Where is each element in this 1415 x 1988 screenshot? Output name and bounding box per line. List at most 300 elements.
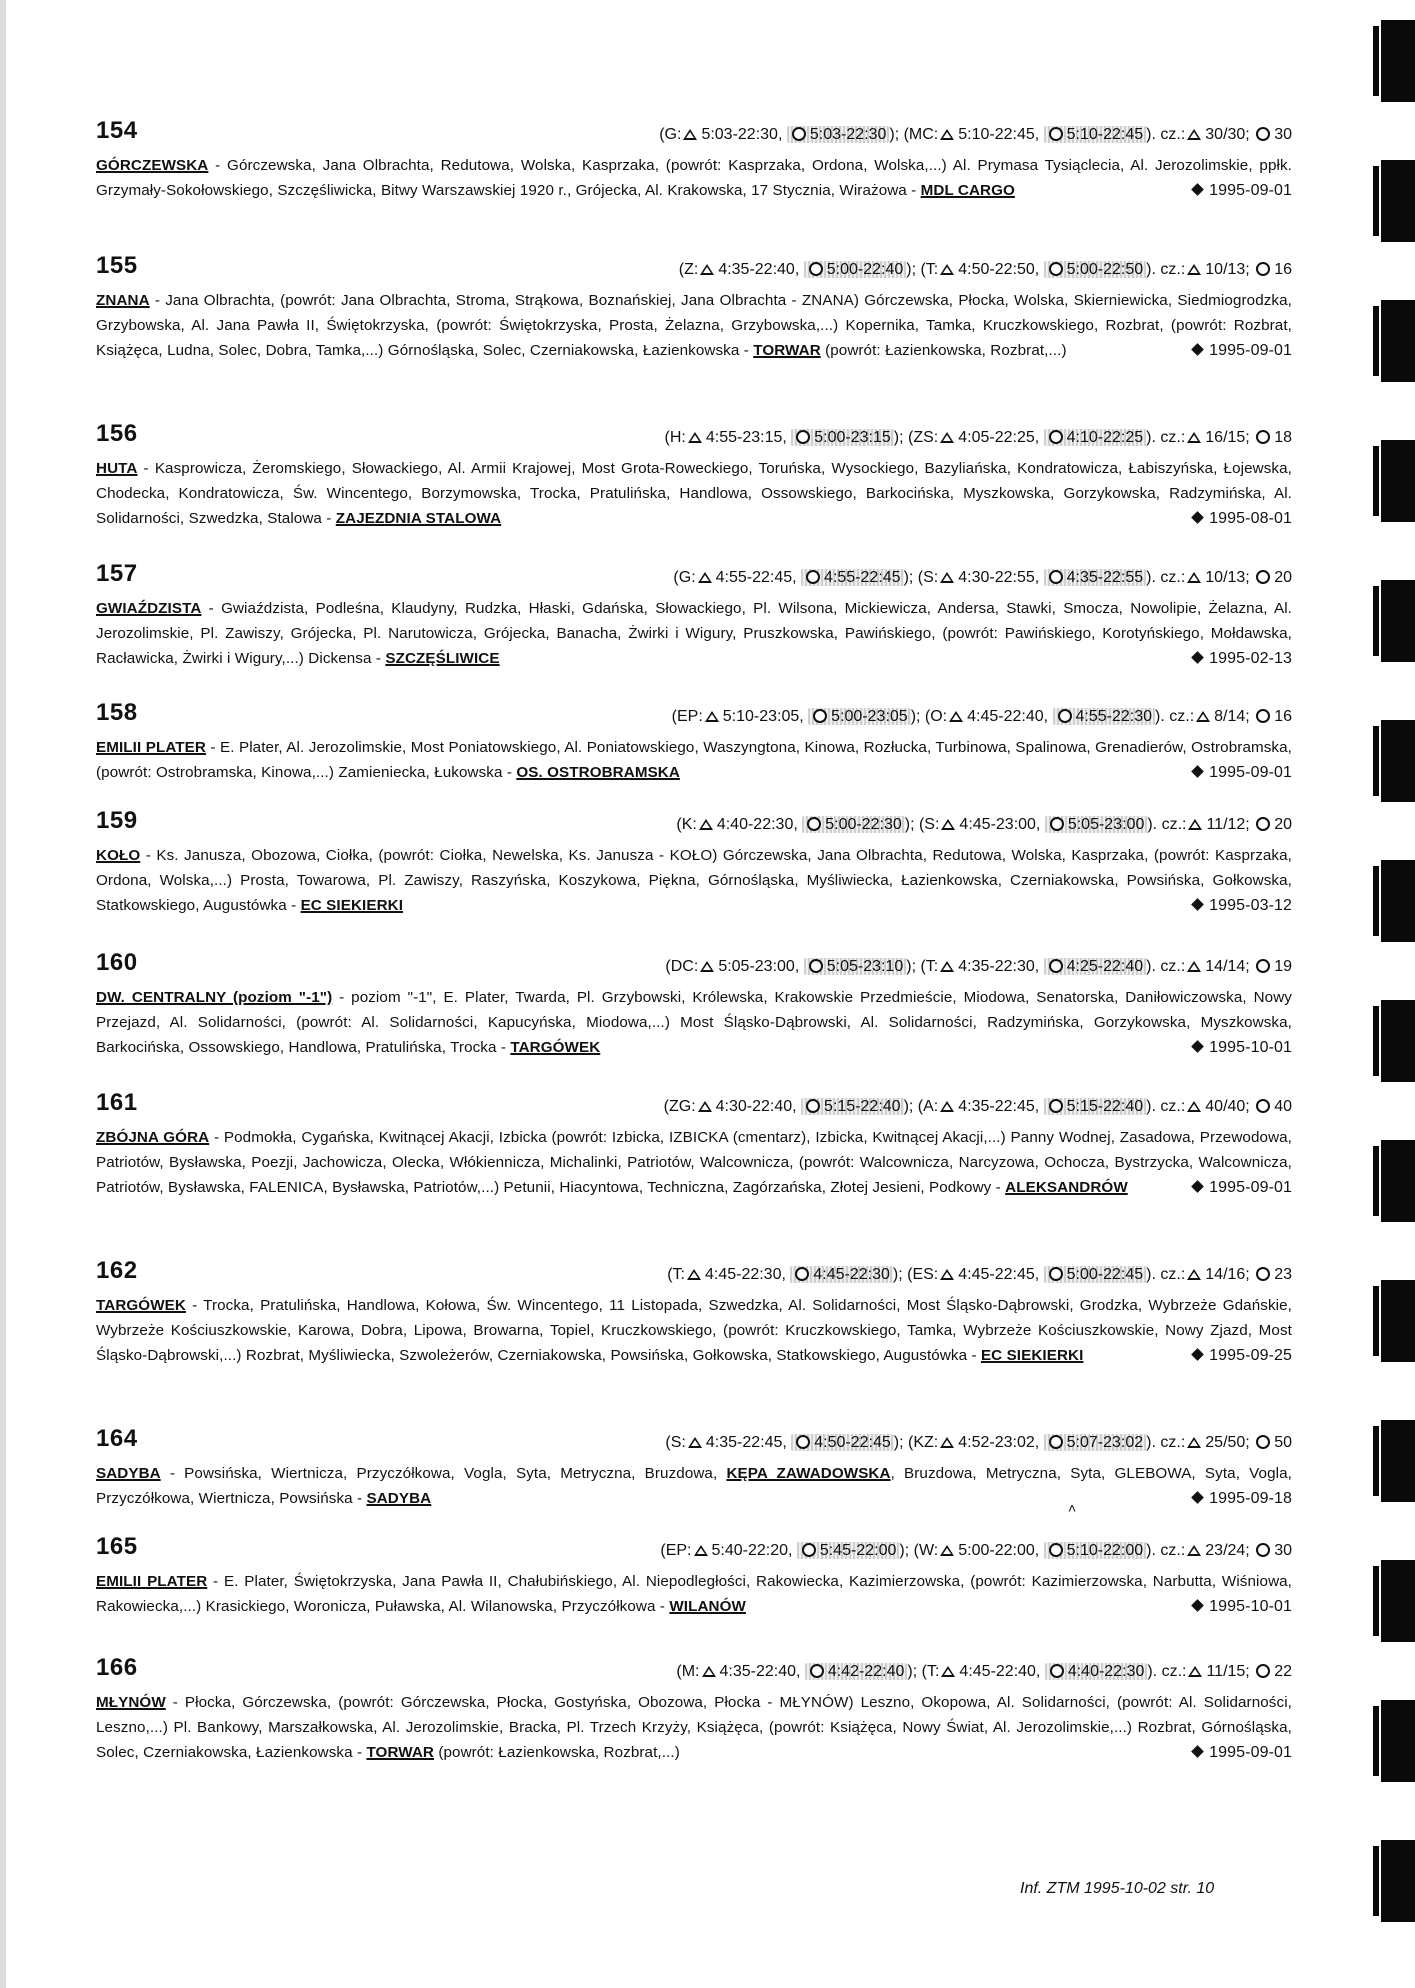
- day-icon: [698, 1101, 712, 1112]
- diamond-icon: [1191, 511, 1204, 524]
- route-header: [96, 1533, 1292, 1567]
- terminus-start: DW. CENTRALNY (poziom "-1"): [96, 989, 333, 1006]
- night-icon: [1256, 262, 1270, 276]
- night-icon: [1256, 817, 1270, 831]
- night-icon: [1049, 570, 1063, 584]
- frequency-night: 23: [1274, 1266, 1292, 1283]
- route-streets: - Trocka, Pratulińska, Handlowa, Kołowa, Św. Wincentego, 11 Listopada, Szwedzka, Al. Solidarności, Most Śląsko-Dąbrowski, Grodzka, Wybrzeże Gdańskie, Wybrzeże Kościuszkowskie, Karowa, Dobra, Lipowa, Browarna, Topiel, Kruczkowskiego, (powrót: Kruczkowskiego, Tamka, Wybrzeże Kościuszkowskie, Nowy Zjazd, Most Śląsko-Dąbrowski,...) Rozbrat, Myśliwiecka, Szwoleżerów, Czerniakowska, Powsińska, Gołkowska, Statkowskiego, Augustówka -: [96, 1297, 1292, 1364]
- terminus-end: TORWAR: [753, 342, 821, 359]
- frequency-label: cz.:: [1160, 429, 1186, 446]
- night-hours: 5:00-23:05: [831, 708, 908, 725]
- effective-date-group: [1193, 506, 1292, 531]
- night-icon: [806, 570, 820, 584]
- route-number: 165: [96, 1533, 138, 1560]
- frequency-day: 11/12;: [1206, 816, 1250, 833]
- terminus-start: HUTA: [96, 460, 138, 477]
- index-tab: [1381, 1420, 1415, 1502]
- night-icon: [1049, 1267, 1063, 1281]
- route-hours: (ZG: 4:30-22:40, 5:15-22:40 ); (A: 4:35-22:45, 5:15-22:40 ). cz.: 40/40; 40: [663, 1098, 1292, 1115]
- diamond-icon: [1191, 183, 1204, 196]
- route-hours: (DC: 5:05-23:00, 5:05-23:10 ); (T: 4:35-22:30, 4:25-22:40 ). cz.: 14/14; 19: [665, 958, 1292, 975]
- night-hours-group: [804, 958, 907, 975]
- night-icon: [1256, 1543, 1270, 1557]
- route-streets: - E. Plater, Al. Jerozolimskie, Most Poniatowskiego, Al. Poniatowskiego, Waszyngtona, Kinowa, Rozłucka, Turbinowa, Spalinowa, Grenadierów, Ostrobramska, (powrót: Ostrobramska, Kinowa,...) Zamieniecka, Łukowska -: [96, 739, 1292, 781]
- day-hours: 4:30-22:55,: [958, 569, 1040, 586]
- day-icon: [694, 1545, 708, 1556]
- night-hours: 4:35-22:55: [1066, 569, 1144, 586]
- depot-label: (O:: [924, 708, 948, 725]
- route-streets: - Płocka, Górczewska, (powrót: Górczewska, Płocka, Gostyńska, Obozowa, Płocka - MŁYNÓW) Leszno, Okopowa, Al. Solidarności, (powrót: Al. Solidarności, Leszno,...) Pl. Bankowy, Marszałkowska, Al. Jerozolimskie, Bracka, Pl. Trzech Krzyży, Książęca, (powrót: Książęca, Nowy Świat, Al. Jerozolimskie,...) Rozbrat, Górnośląska, Solec, Czerniakowska, Łazienkowska -: [96, 1694, 1292, 1761]
- night-icon: [1256, 1664, 1270, 1678]
- terminus-end: SZCZĘŚLIWICE: [385, 650, 500, 667]
- route-streets: - Ks. Janusza, Obozowa, Ciołka, (powrót: Ciołka, Newelska, Ks. Janusza - KOŁO) Górczewska, Jana Olbrachta, Redutowa, Wolska, Kasprzaka, (powrót: Kasprzaka, Ordona, Wolska,...) Prosta, Towarowa, Pl. Zawiszy, Raszyńska, Koszykowa, Piękna, Górnośląska, Myśliwiecka, Łazienkowska, Czerniakowska, Powsińska, Gołkowska, Statkowskiego, Augustówka -: [96, 847, 1292, 914]
- effective-date-group: [1193, 1035, 1292, 1060]
- day-hours: 5:05-23:00,: [718, 958, 800, 975]
- day-icon: [688, 1437, 702, 1448]
- night-icon: [792, 127, 806, 141]
- depot-label: (T:: [920, 958, 939, 975]
- effective-date-group: [1193, 1343, 1292, 1368]
- frequency-label: cz.:: [1160, 1542, 1186, 1559]
- night-icon: [796, 1435, 810, 1449]
- night-hours: 5:00-22:45: [1066, 1266, 1144, 1283]
- frequency-label: cz.:: [1160, 1266, 1186, 1283]
- night-icon: [813, 709, 827, 723]
- route-hours: (M: 4:35-22:40, 4:42-22:40 ); (T: 4:45-22:40, 4:40-22:30 ). cz.: 11/15; 22: [676, 1663, 1292, 1680]
- terminus-end: EC SIEKIERKI: [980, 1347, 1084, 1364]
- index-tab: [1381, 160, 1415, 242]
- route-header: [96, 807, 1292, 841]
- day-hours: 4:35-22:45,: [958, 1098, 1040, 1115]
- index-tab: [1381, 1140, 1415, 1222]
- route-number: 160: [96, 949, 138, 976]
- day-icon: [940, 1437, 954, 1448]
- terminus-end: TORWAR: [366, 1744, 434, 1761]
- route-description: [96, 153, 1292, 203]
- frequency-label: cz.:: [1160, 1434, 1186, 1451]
- depot-label: (MC:: [903, 126, 939, 143]
- effective-date-group: [1193, 338, 1292, 363]
- day-icon: [940, 1545, 954, 1556]
- day-hours: 4:30-22:40,: [715, 1098, 797, 1115]
- day-hours: 4:35-22:30,: [958, 958, 1040, 975]
- effective-date: 1995-09-25: [1209, 1347, 1292, 1364]
- night-hours-group: [1044, 569, 1147, 586]
- route-description: [96, 456, 1292, 531]
- depot-label: (G:: [659, 126, 682, 143]
- frequency-day: 40/40;: [1205, 1098, 1250, 1115]
- night-hours-group: [790, 1266, 893, 1283]
- night-icon: [1049, 262, 1063, 276]
- day-icon: [705, 711, 719, 722]
- depot-label: (T:: [920, 261, 939, 278]
- frequency-night: 30: [1274, 126, 1292, 143]
- diamond-icon: [1191, 1599, 1204, 1612]
- frequency-night: 19: [1274, 958, 1292, 975]
- effective-date-group: [1193, 1594, 1292, 1619]
- depot-label: (W:: [913, 1542, 939, 1559]
- frequency-label: cz.:: [1160, 958, 1186, 975]
- day-hours: 4:35-22:45,: [705, 1434, 787, 1451]
- route-entry: [96, 252, 1292, 363]
- day-icon: [941, 819, 955, 830]
- depot-label: (S:: [918, 816, 940, 833]
- day-icon: [940, 264, 954, 275]
- night-icon: [1049, 1543, 1063, 1557]
- night-icon: [809, 959, 823, 973]
- index-tab: [1381, 580, 1415, 662]
- route-header: [96, 1257, 1292, 1291]
- route-header: [96, 949, 1292, 983]
- terminus-start: KOŁO: [96, 847, 141, 864]
- day-hours: 4:40-22:30,: [716, 816, 798, 833]
- depot-label: (KZ:: [908, 1434, 939, 1451]
- effective-date-group: [1193, 178, 1292, 203]
- index-tab: [1381, 440, 1415, 522]
- route-description: [96, 1461, 1292, 1511]
- day-icon: [1196, 711, 1210, 722]
- route-header: [96, 1425, 1292, 1459]
- night-icon: [1058, 709, 1072, 723]
- depot-label: (M:: [676, 1663, 700, 1680]
- index-tab: [1381, 1560, 1415, 1642]
- frequency-night: 18: [1274, 429, 1292, 446]
- route-hours: (K: 4:40-22:30, 5:00-22:30 ); (S: 4:45-23:00, 5:05-23:00 ). cz.: 11/12; 20: [676, 816, 1292, 833]
- day-icon: [1188, 1666, 1202, 1677]
- day-hours: 5:00-22:00,: [958, 1542, 1040, 1559]
- frequency-night: 30: [1274, 1542, 1292, 1559]
- terminus-start: GWIAŹDZISTA: [96, 600, 202, 617]
- night-hours-group: [791, 429, 894, 446]
- night-icon: [809, 262, 823, 276]
- effective-date-group: [1193, 1175, 1292, 1200]
- route-number: 161: [96, 1089, 138, 1116]
- route-entry: [96, 1425, 1292, 1511]
- night-icon: [1256, 1099, 1270, 1113]
- terminus-end: ZAJEZDNIA STALOWA: [335, 510, 502, 527]
- night-hours-group: [1044, 1434, 1147, 1451]
- route-header: [96, 420, 1292, 454]
- night-icon: [802, 1543, 816, 1557]
- night-hours-group: [802, 816, 905, 833]
- diamond-icon: [1191, 1180, 1204, 1193]
- route-header: [96, 1654, 1292, 1688]
- night-hours: 5:10-22:45: [1066, 126, 1144, 143]
- night-hours-group: [1044, 429, 1147, 446]
- night-icon: [1049, 127, 1063, 141]
- terminus-end: ALEKSANDRÓW: [1005, 1179, 1128, 1196]
- route-streets: - Powsińska, Wiertnicza, Przyczółkowa, Vogla, Syta, Metryczna, Bruzdowa,: [160, 1465, 727, 1482]
- night-hours: 5:00-22:40: [826, 261, 904, 278]
- night-hours-group: [1044, 1266, 1147, 1283]
- night-hours: 5:03-22:30: [809, 126, 887, 143]
- day-icon: [1187, 1101, 1201, 1112]
- route-entry: [96, 1654, 1292, 1765]
- route-number: 166: [96, 1654, 138, 1681]
- effective-date: 1995-09-01: [1209, 764, 1292, 781]
- stray-mark: ˄: [1068, 1500, 1077, 1516]
- index-tab: [1381, 300, 1415, 382]
- index-tab: [1381, 20, 1415, 102]
- route-number: 155: [96, 252, 138, 279]
- depot-label: (S:: [665, 1434, 686, 1451]
- effective-date-group: [1193, 893, 1292, 918]
- day-hours: 4:45-23:00,: [959, 816, 1041, 833]
- frequency-day: 14/16;: [1205, 1266, 1250, 1283]
- night-hours-group: [808, 708, 911, 725]
- night-icon: [807, 817, 821, 831]
- day-hours: 4:50-22:50,: [958, 261, 1040, 278]
- route-entry: [96, 117, 1292, 203]
- day-hours: 4:05-22:25,: [958, 429, 1040, 446]
- day-icon: [683, 129, 697, 140]
- night-icon: [1256, 1435, 1270, 1449]
- effective-date-group: [1193, 1486, 1292, 1511]
- route-entry: [96, 1089, 1292, 1200]
- index-tab: [1381, 720, 1415, 802]
- depot-label: (ZG:: [663, 1098, 696, 1115]
- route-number: 162: [96, 1257, 138, 1284]
- night-hours: 5:05-23:10: [826, 958, 904, 975]
- frequency-night: 22: [1274, 1663, 1292, 1680]
- page-footer: Inf. ZTM 1995-10-02 str. 10: [1020, 1880, 1215, 1897]
- night-hours: 4:42-22:40: [827, 1663, 905, 1680]
- night-hours-group: [797, 1542, 900, 1559]
- diamond-icon: [1191, 898, 1204, 911]
- route-entry: [96, 560, 1292, 671]
- depot-label: (A:: [917, 1098, 939, 1115]
- route-description: [96, 843, 1292, 918]
- route-entry: [96, 807, 1292, 918]
- day-icon: [1187, 572, 1201, 583]
- terminus-start: TARGÓWEK: [96, 1297, 186, 1314]
- route-hours: (S: 4:35-22:45, 4:50-22:45 ); (KZ: 4:52-23:02, 5:07-23:02 ). cz.: 25/50; 50: [665, 1434, 1292, 1451]
- effective-date-group: [1193, 760, 1292, 785]
- day-icon: [949, 711, 963, 722]
- route-number: 156: [96, 420, 138, 447]
- night-hours-group: [1044, 261, 1147, 278]
- index-tab: [1381, 1700, 1415, 1782]
- diamond-icon: [1191, 1040, 1204, 1053]
- day-icon: [702, 1666, 716, 1677]
- night-hours-group: [801, 1098, 904, 1115]
- frequency-night: 16: [1274, 708, 1292, 725]
- route-description: [96, 288, 1292, 363]
- route-hours: (G: 5:03-22:30, 5:03-22:30 ); (MC: 5:10-22:45, 5:10-22:45 ). cz.: 30/30; 30: [659, 126, 1292, 143]
- route-number: 157: [96, 560, 138, 587]
- frequency-day: 30/30;: [1205, 126, 1250, 143]
- route-header: [96, 1089, 1292, 1123]
- frequency-label: cz.:: [1160, 1098, 1186, 1115]
- day-icon: [700, 961, 714, 972]
- day-hours: 4:45-22:40,: [967, 708, 1049, 725]
- day-icon: [698, 572, 712, 583]
- route-streets: - Górczewska, Jana Olbrachta, Redutowa, Wolska, Kasprzaka, (powrót: Kasprzaka, Ordona, Wolska,...) Al. Prymasa Tysiąclecia, Al. Jerozolimskie, ppłk. Grzymały-Sokołowskiego, Szczęśliwicka, Bitwy Warszawskiej 1920 r., Grójecka, Al. Krakowska, 17 Stycznia, Wirażowa -: [96, 157, 1292, 199]
- night-hours-group: [804, 261, 907, 278]
- day-icon: [1187, 432, 1201, 443]
- effective-date: 1995-08-01: [1209, 510, 1292, 527]
- depot-label: (EP:: [660, 1542, 692, 1559]
- night-hours: 4:25-22:40: [1066, 958, 1144, 975]
- depot-label: (ES:: [907, 1266, 939, 1283]
- night-hours: 4:10-22:25: [1066, 429, 1144, 446]
- route-return-note: (powrót: Łazienkowska, Rozbrat,...): [434, 1744, 680, 1761]
- effective-date: 1995-09-18: [1209, 1490, 1292, 1507]
- index-tab: [1381, 1000, 1415, 1082]
- day-hours: 4:35-22:40,: [719, 1663, 801, 1680]
- night-icon: [1050, 1664, 1064, 1678]
- terminus-start: EMILII PLATER: [96, 739, 206, 756]
- frequency-label: cz.:: [1161, 816, 1187, 833]
- day-icon: [1187, 1437, 1201, 1448]
- day-hours: 5:03-22:30,: [701, 126, 783, 143]
- night-icon: [1049, 1099, 1063, 1113]
- day-icon: [940, 432, 954, 443]
- night-hours: 5:00-22:50: [1066, 261, 1144, 278]
- night-hours-group: [791, 1434, 894, 1451]
- day-icon: [700, 264, 714, 275]
- night-hours: 4:55-22:30: [1075, 708, 1153, 725]
- night-hours-group: [805, 1663, 908, 1680]
- night-hours: 5:00-23:15: [814, 429, 891, 446]
- route-streets: - E. Plater, Świętokrzyska, Jana Pawła II, Chałubińskiego, Al. Niepodległości, Rakowiecka, Kazimierzowska, (powrót: Kazimierzowska, Narbutta, Wiśniowa, Rakowiecka,...) Krasickiego, Woronicza, Puławska, Al. Wilanowska, Przyczółkowa -: [96, 1573, 1293, 1615]
- route-header: [96, 252, 1292, 286]
- frequency-night: 20: [1274, 569, 1292, 586]
- night-hours: 5:45-22:00: [819, 1542, 897, 1559]
- night-icon: [796, 430, 810, 444]
- diamond-icon: [1191, 1348, 1204, 1361]
- night-icon: [1256, 430, 1270, 444]
- day-icon: [688, 432, 702, 443]
- night-hours: 4:45-22:30: [813, 1266, 890, 1283]
- diamond-icon: [1191, 343, 1204, 356]
- route-header: [96, 560, 1292, 594]
- day-icon: [1187, 1545, 1201, 1556]
- route-streets: - Gwiaździsta, Podleśna, Klaudyny, Rudzka, Hłaski, Gdańska, Słowackiego, Pl. Wilsona, Mickiewicza, Andersa, Stawki, Smocza, Nowolipie, Żelazna, Al. Jerozolimskie, Pl. Zawiszy, Grójecka, Pl. Narutowicza, Grójecka, Banacha, Żwirki i Wigury, Pruszkowska, Pawińskiego, (powrót: Pawińskiego, Korotyńskiego, Mołdawska, Racławicka, Żwirki i Wigury,...) Dickensa -: [96, 600, 1292, 667]
- depot-label: (EP:: [671, 708, 703, 725]
- route-hours: (G: 4:55-22:45, 4:55-22:45 ); (S: 4:30-22:55, 4:35-22:55 ). cz.: 10/13; 20: [673, 569, 1292, 586]
- depot-label: (DC:: [665, 958, 699, 975]
- route-description: [96, 735, 1292, 785]
- night-hours-group: [787, 126, 890, 143]
- route-streets: - Kasprowicza, Żeromskiego, Słowackiego, Al. Armii Krajowej, Most Grota-Roweckiego, Toruńska, Wysockiego, Bazyliańska, Kondratowicza, Łabiszyńska, Łojewska, Chodecka, Kondratowicza, Św. Wincentego, Borzymowska, Trocka, Pratulińska, Handlowa, Ossowskiego, Barkocińska, Myszkowska, Gorzykowska, Radzymińska, Al. Solidarności, Szwedzka, Stalowa -: [96, 460, 1292, 527]
- night-icon: [1256, 959, 1270, 973]
- night-hours-group: [1045, 816, 1148, 833]
- night-hours-group: [1044, 1542, 1147, 1559]
- day-hours: 5:10-22:45,: [958, 126, 1040, 143]
- route-number: 158: [96, 699, 138, 726]
- night-hours: 5:07-23:02: [1066, 1434, 1144, 1451]
- night-icon: [1256, 1267, 1270, 1281]
- route-number: 164: [96, 1425, 138, 1452]
- day-hours: 4:35-22:40,: [718, 261, 800, 278]
- night-icon: [810, 1664, 824, 1678]
- route-hours: (EP: 5:10-23:05, 5:00-23:05 ); (O: 4:45-22:40, 4:55-22:30 ). cz.: 8/14; 16: [671, 708, 1292, 725]
- day-icon: [940, 129, 954, 140]
- terminus-intermediate: KĘPA ZAWADOWSKA: [726, 1465, 891, 1482]
- night-hours: 4:55-22:45: [824, 569, 901, 586]
- frequency-day: 23/24;: [1205, 1542, 1250, 1559]
- day-icon: [1187, 1269, 1201, 1280]
- night-icon: [795, 1267, 809, 1281]
- terminus-start: ZBÓJNA GÓRA: [96, 1129, 210, 1146]
- terminus-start: ZNANA: [96, 292, 150, 309]
- night-hours-group: [801, 569, 904, 586]
- depot-label: (H:: [664, 429, 686, 446]
- depot-label: (Z:: [678, 261, 699, 278]
- terminus-start: GÓRCZEWSKA: [96, 157, 209, 174]
- terminus-end: WILANÓW: [669, 1598, 746, 1615]
- route-description: [96, 1690, 1292, 1765]
- day-hours: 4:55-22:45,: [715, 569, 797, 586]
- day-icon: [940, 572, 954, 583]
- night-icon: [1049, 430, 1063, 444]
- night-icon: [1050, 817, 1064, 831]
- day-icon: [1187, 961, 1201, 972]
- terminus-end: MDL CARGO: [920, 182, 1015, 199]
- effective-date-group: [1193, 646, 1292, 671]
- route-hours: (EP: 5:40-22:20, 5:45-22:00 ); (W: 5:00-22:00, 5:10-22:00 ). cz.: 23/24; 30: [660, 1542, 1292, 1559]
- route-number: 159: [96, 807, 138, 834]
- index-tab: [1381, 860, 1415, 942]
- night-icon: [1049, 1435, 1063, 1449]
- route-description: [96, 1125, 1292, 1200]
- day-hours: 4:45-22:40,: [959, 1663, 1041, 1680]
- index-tab: [1381, 1280, 1415, 1362]
- terminus-end: SADYBA: [366, 1490, 432, 1507]
- night-hours: 5:15-22:40: [824, 1098, 901, 1115]
- night-icon: [806, 1099, 820, 1113]
- night-icon: [1256, 127, 1270, 141]
- route-number: 154: [96, 117, 138, 144]
- frequency-label: cz.:: [1160, 126, 1186, 143]
- terminus-end: TARGÓWEK: [510, 1039, 601, 1056]
- day-icon: [1188, 819, 1202, 830]
- route-streets: , Bruzdowa, Metryczna, Syta, GLEBOWA, Syta, Vogla, Przyczółkowa, Wiertnicza, Powsińska -: [96, 1465, 1292, 1507]
- route-return-note: (powrót: Łazienkowska, Rozbrat,...): [820, 342, 1067, 359]
- terminus-end: EC SIEKIERKI: [300, 897, 404, 914]
- depot-label: (T:: [921, 1663, 940, 1680]
- route-description: [96, 596, 1292, 671]
- night-hours-group: [1044, 958, 1147, 975]
- frequency-night: 20: [1274, 816, 1292, 833]
- night-icon: [1256, 709, 1270, 723]
- frequency-label: cz.:: [1169, 708, 1195, 725]
- effective-date: 1995-09-01: [1209, 182, 1292, 199]
- day-hours: 4:45-22:30,: [704, 1266, 786, 1283]
- route-hours: (Z: 4:35-22:40, 5:00-22:40 ); (T: 4:50-22:50, 5:00-22:50 ). cz.: 10/13; 16: [678, 261, 1292, 278]
- night-hours: 5:15-22:40: [1066, 1098, 1144, 1115]
- day-icon: [687, 1269, 701, 1280]
- effective-date: 1995-03-12: [1209, 897, 1292, 914]
- frequency-day: 11/15;: [1206, 1663, 1250, 1680]
- day-hours: 5:40-22:20,: [711, 1542, 793, 1559]
- route-header: [96, 699, 1292, 733]
- night-hours: 5:10-22:00: [1066, 1542, 1144, 1559]
- day-hours: 4:45-22:45,: [958, 1266, 1040, 1283]
- route-description: [96, 1293, 1292, 1368]
- terminus-start: EMILII PLATER: [96, 1573, 208, 1590]
- frequency-night: 16: [1274, 261, 1292, 278]
- day-hours: 4:52-23:02,: [958, 1434, 1040, 1451]
- frequency-day: 10/13;: [1205, 569, 1250, 586]
- route-streets: - Podmokła, Cygańska, Kwitnącej Akacji, Izbicka (powrót: Izbicka, IZBICKA (cmentarz), Izbicka, Kwitnącej Akacji,...) Panny Wodnej, Zasadowa, Przewodowa, Patriotów, Bysławska, Poezji, Jachowicza, Olecka, Włókiennicza, Michalinki, Patriotów, Walcownicza, (powrót: Walcownicza, Narcyzowa, Ochocza, Bystrzycka, Walcownicza, Patriotów, Bysławska, FALENICA, Bysławska, Patriotów,...) Petunii, Hiacyntowa, Techniczna, Zagórzańska, Złotej Jesieni, Podkowy -: [96, 1129, 1292, 1196]
- diamond-icon: [1191, 765, 1204, 778]
- day-icon: [699, 819, 713, 830]
- depot-label: (G:: [673, 569, 696, 586]
- night-hours-group: [1053, 708, 1156, 725]
- frequency-label: cz.:: [1160, 261, 1186, 278]
